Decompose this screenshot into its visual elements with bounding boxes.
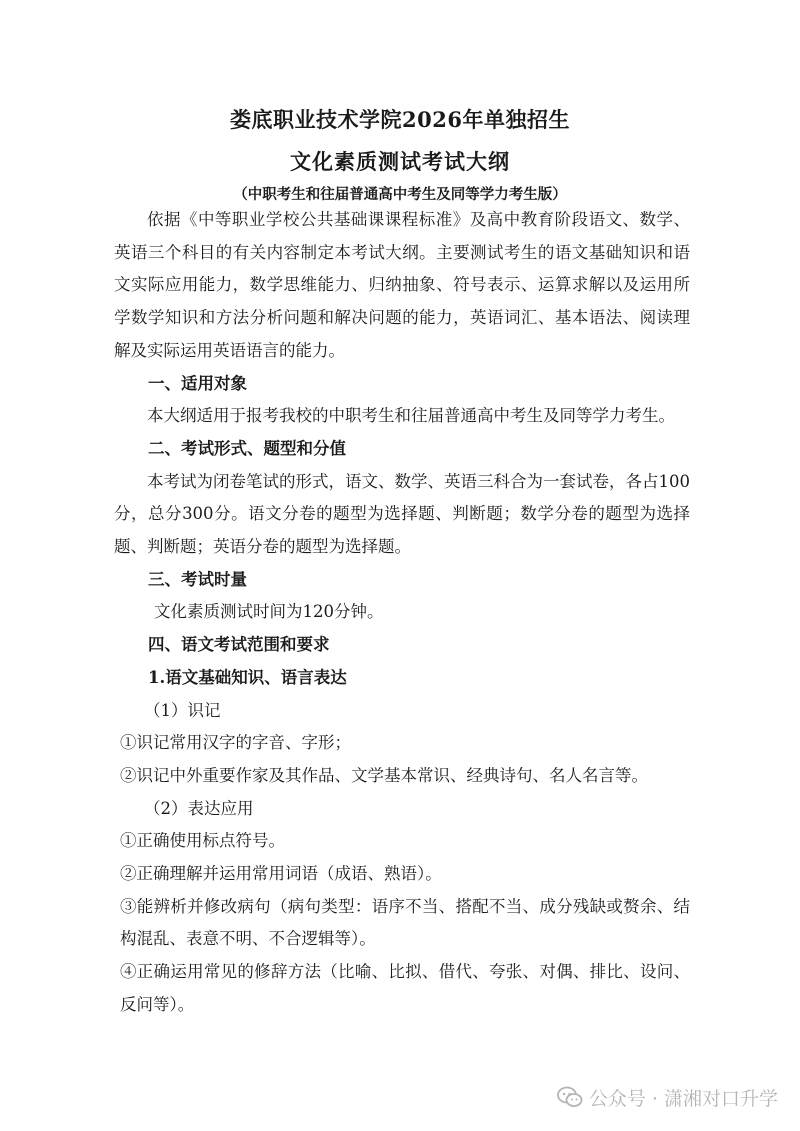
section1-text: 本大纲适用于报考我校的中职考生和往届普通高中考生及同等学力考生。 bbox=[147, 406, 675, 426]
document-subtitle: （中职考生和往届普通高中考生及同等学力考生版） bbox=[233, 186, 567, 203]
section2-text: 本考试为闭卷笔试的形式，语文、数学、英语三科合为一套试卷，各占100分，总分300分。语文分卷的题型为选择题、判断题；数学分卷的题型为选择题、判断题；英语分卷的题型为选择题。 bbox=[114, 471, 690, 557]
sub1-2-item4: ④正确运用常见的修辞方法（比喻、比拟、借代、夸张、对偶、排比、设问、反问等）。 bbox=[120, 962, 690, 1014]
intro-paragraph: 依据《中等职业学校公共基础课课程标准》及高中教育阶段语文、数学、英语三个科目的有关内容制定本考试大纲。主要测试考生的语文基础知识和语文实际应用能力，数学思维能力、归纳抽象、符号表示、运算求解以及运用所学数学知识和方法分析问题和解决问题的能力，英语词汇、基本语法、阅读理解及实际运用英语语言的能力。 bbox=[114, 210, 690, 360]
document-title-line1: 娄底职业技术学院2026年单独招生 bbox=[230, 107, 570, 132]
document-body bbox=[114, 204, 690, 1022]
section3-text: 文化素质测试时间为120分钟。 bbox=[154, 602, 384, 622]
section4-heading: 四、语文考试范围和要求 bbox=[148, 635, 330, 655]
sub1-2-item1: ①正确使用标点符号。 bbox=[120, 831, 285, 851]
section1-heading: 一、适用对象 bbox=[148, 373, 247, 393]
document-title-line2: 文化素质测试考试大纲 bbox=[290, 149, 510, 174]
sub1-1-item1: ①识记常用汉字的字音、字形； bbox=[120, 733, 351, 753]
watermark-text: 公众号 · 潇湘对口升学 bbox=[588, 1087, 778, 1110]
wechat-icon bbox=[557, 1086, 583, 1108]
sub1-2-item2: ②正确理解并运用常用词语（成语、熟语）。 bbox=[120, 864, 442, 884]
sub1-1-item2: ②识记中外重要作家及其作品、文学基本常识、经典诗句、名人名言等。 bbox=[120, 765, 648, 785]
watermark bbox=[557, 1082, 778, 1112]
section3-heading: 三、考试时量 bbox=[148, 569, 247, 589]
sub1-heading: 1.语文基础知识、语言表达 bbox=[148, 667, 347, 687]
sub1-1-label: （1）识记 bbox=[144, 700, 221, 720]
sub1-2-item3: ③能辨析并修改病句（病句类型：语序不当、搭配不当、成分残缺或赘余、结构混乱、表意不明、不合逻辑等）。 bbox=[120, 896, 690, 949]
sub1-2-label: （2）表达应用 bbox=[144, 798, 254, 818]
section2-heading: 二、考试形式、题型和分值 bbox=[148, 438, 346, 458]
